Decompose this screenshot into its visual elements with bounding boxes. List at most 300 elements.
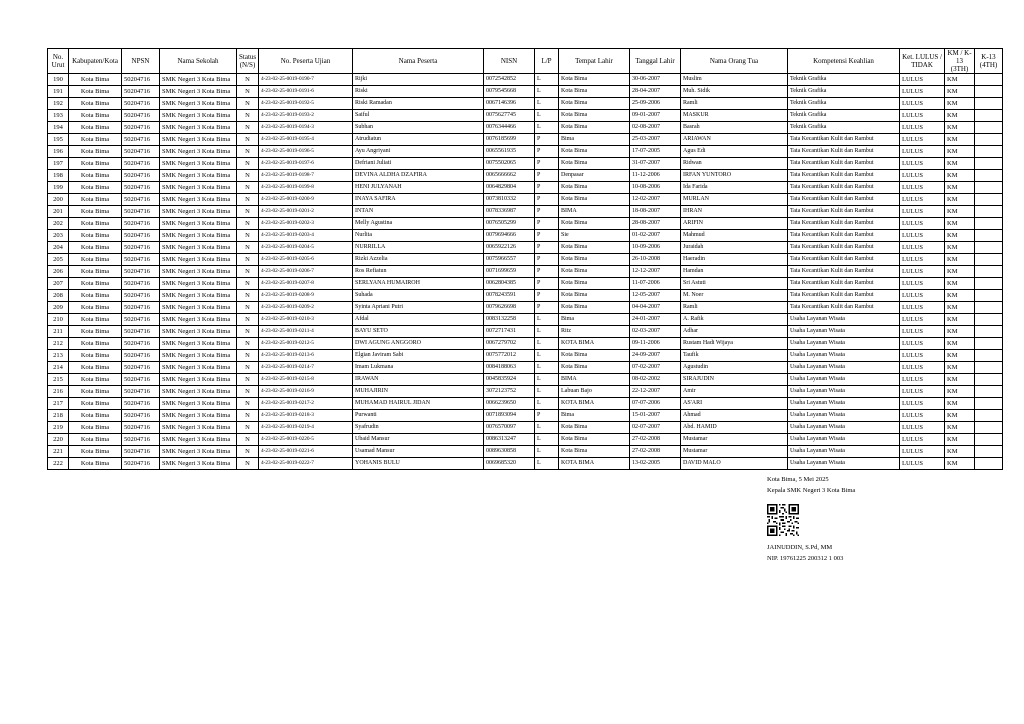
cell-nama-orang-tua: DAVID MALO [681, 458, 788, 470]
cell-nama-sekolah: SMK Negeri 3 Kota Bima [160, 446, 237, 458]
cell-k13-4th [975, 98, 1003, 110]
cell-lp: L [535, 74, 559, 86]
cell-ket-lulus: LULUS [900, 434, 945, 446]
col-header-tempat-lahir: Tempat Lahir [559, 49, 630, 74]
cell-nama-peserta: Rizki Azzelia [353, 254, 484, 266]
cell-no: 216 [48, 386, 69, 398]
cell-npsn: 50204716 [122, 374, 160, 386]
cell-ket-lulus: LULUS [900, 338, 945, 350]
table-row [48, 398, 1003, 410]
cell-lp: P [535, 230, 559, 242]
cell-no-peserta-ujian: 4-23-02-25-0019-0217-2 [259, 398, 353, 410]
cell-nama-peserta: INAYA SAFIRA [353, 194, 484, 206]
cell-tanggal-lahir: 09-01-2007 [630, 110, 681, 122]
table-row [48, 386, 1003, 398]
cell-kabupaten: Kota Bima [69, 182, 122, 194]
cell-km-k13-3th: KM [945, 98, 975, 110]
cell-tanggal-lahir: 07-02-2007 [630, 362, 681, 374]
cell-nama-peserta: Afdal [353, 314, 484, 326]
cell-ket-lulus: LULUS [900, 194, 945, 206]
cell-no-peserta-ujian: 4-23-02-25-0019-0212-5 [259, 338, 353, 350]
cell-nama-peserta: BAYU SETO [353, 326, 484, 338]
cell-tempat-lahir: BIMA [559, 374, 630, 386]
cell-k13-4th [975, 206, 1003, 218]
cell-tempat-lahir: Kota Bima [559, 446, 630, 458]
cell-nisn: 0075966557 [484, 254, 535, 266]
cell-no-peserta-ujian: 4-23-02-25-0019-0222-7 [259, 458, 353, 470]
cell-nisn: 0065666662 [484, 170, 535, 182]
cell-lp: L [535, 446, 559, 458]
cell-npsn: 50204716 [122, 326, 160, 338]
cell-nama-sekolah: SMK Negeri 3 Kota Bima [160, 170, 237, 182]
table-row [48, 374, 1003, 386]
cell-status: N [237, 278, 259, 290]
cell-km-k13-3th: KM [945, 350, 975, 362]
cell-kabupaten: Kota Bima [69, 458, 122, 470]
graduation-table [47, 48, 1003, 470]
graduation-table-container [47, 48, 1003, 470]
cell-tanggal-lahir: 04-04-2007 [630, 302, 681, 314]
cell-nama-sekolah: SMK Negeri 3 Kota Bima [160, 410, 237, 422]
cell-kabupaten: Kota Bima [69, 362, 122, 374]
cell-status: N [237, 398, 259, 410]
cell-npsn: 50204716 [122, 158, 160, 170]
cell-tanggal-lahir: 24-01-2007 [630, 314, 681, 326]
cell-no-peserta-ujian: 4-23-02-25-0019-0193-2 [259, 110, 353, 122]
cell-km-k13-3th: KM [945, 458, 975, 470]
cell-status: N [237, 314, 259, 326]
cell-tanggal-lahir: 08-02-2002 [630, 374, 681, 386]
cell-kabupaten: Kota Bima [69, 302, 122, 314]
cell-tanggal-lahir: 02-03-2007 [630, 326, 681, 338]
cell-no: 222 [48, 458, 69, 470]
cell-npsn: 50204716 [122, 194, 160, 206]
cell-tanggal-lahir: 13-02-2005 [630, 458, 681, 470]
cell-kabupaten: Kota Bima [69, 434, 122, 446]
cell-no-peserta-ujian: 4-23-02-25-0019-0207-8 [259, 278, 353, 290]
cell-nama-orang-tua: Haeradin [681, 254, 788, 266]
cell-lp: P [535, 290, 559, 302]
cell-kompetensi-keahlian: Tata Kecantikan Kulit dan Rambut [788, 218, 900, 230]
cell-lp: P [535, 170, 559, 182]
cell-nama-orang-tua: Adhar [681, 326, 788, 338]
cell-nama-sekolah: SMK Negeri 3 Kota Bima [160, 374, 237, 386]
cell-nama-orang-tua: AS'ARI [681, 398, 788, 410]
cell-km-k13-3th: KM [945, 122, 975, 134]
cell-lp: L [535, 422, 559, 434]
cell-k13-4th [975, 458, 1003, 470]
cell-kabupaten: Kota Bima [69, 158, 122, 170]
signature-position: Kepala SMK Negeri 3 Kota Bima [767, 487, 856, 494]
cell-no: 190 [48, 74, 69, 86]
cell-npsn: 50204716 [122, 230, 160, 242]
cell-kompetensi-keahlian: Tata Kecantikan Kulit dan Rambut [788, 266, 900, 278]
cell-lp: L [535, 122, 559, 134]
cell-kompetensi-keahlian: Teknik Grafika [788, 110, 900, 122]
cell-tempat-lahir: KOTA BIMA [559, 458, 630, 470]
cell-no: 200 [48, 194, 69, 206]
cell-nama-orang-tua: M. Noer [681, 290, 788, 302]
cell-npsn: 50204716 [122, 74, 160, 86]
cell-nisn: 0067279702 [484, 338, 535, 350]
cell-tempat-lahir: Kota Bima [559, 242, 630, 254]
table-row [48, 326, 1003, 338]
cell-kabupaten: Kota Bima [69, 86, 122, 98]
cell-ket-lulus: LULUS [900, 182, 945, 194]
cell-k13-4th [975, 302, 1003, 314]
cell-lp: P [535, 218, 559, 230]
qr-code-icon [767, 504, 799, 536]
cell-status: N [237, 242, 259, 254]
cell-kabupaten: Kota Bima [69, 98, 122, 110]
cell-nama-peserta: Subhan [353, 122, 484, 134]
cell-nama-sekolah: SMK Negeri 3 Kota Bima [160, 254, 237, 266]
cell-k13-4th [975, 410, 1003, 422]
cell-k13-4th [975, 242, 1003, 254]
cell-no: 192 [48, 98, 69, 110]
cell-tanggal-lahir: 31-07-2007 [630, 158, 681, 170]
cell-no-peserta-ujian: 4-23-02-25-0019-0200-9 [259, 194, 353, 206]
cell-tanggal-lahir: 10-09-2006 [630, 242, 681, 254]
cell-tempat-lahir: Kota Bima [559, 254, 630, 266]
cell-kompetensi-keahlian: Teknik Grafika [788, 98, 900, 110]
cell-npsn: 50204716 [122, 350, 160, 362]
cell-nama-peserta: Syinta Apriani Putri [353, 302, 484, 314]
cell-km-k13-3th: KM [945, 86, 975, 98]
cell-npsn: 50204716 [122, 266, 160, 278]
table-row [48, 278, 1003, 290]
cell-kompetensi-keahlian: Usaha Layanan Wisata [788, 386, 900, 398]
cell-status: N [237, 422, 259, 434]
cell-k13-4th [975, 350, 1003, 362]
cell-kompetensi-keahlian: Tata Kecantikan Kulit dan Rambut [788, 302, 900, 314]
cell-nama-orang-tua: ARIAWAN [681, 134, 788, 146]
table-row [48, 266, 1003, 278]
cell-status: N [237, 194, 259, 206]
cell-tanggal-lahir: 22-12-2007 [630, 386, 681, 398]
cell-status: N [237, 350, 259, 362]
cell-no: 209 [48, 302, 69, 314]
cell-ket-lulus: LULUS [900, 458, 945, 470]
cell-no: 210 [48, 314, 69, 326]
cell-kompetensi-keahlian: Teknik Grafika [788, 86, 900, 98]
cell-km-k13-3th: KM [945, 170, 975, 182]
cell-nama-orang-tua: Muh. Sidik [681, 86, 788, 98]
cell-no: 191 [48, 86, 69, 98]
cell-nama-peserta: Nurlita [353, 230, 484, 242]
cell-nisn: 0079545668 [484, 86, 535, 98]
cell-no-peserta-ujian: 4-23-02-25-0019-0206-7 [259, 266, 353, 278]
cell-nama-orang-tua: Rustam Hadi Wijaya [681, 338, 788, 350]
cell-lp: L [535, 374, 559, 386]
cell-status: N [237, 374, 259, 386]
cell-km-k13-3th: KM [945, 326, 975, 338]
cell-lp: L [535, 398, 559, 410]
cell-nama-sekolah: SMK Negeri 3 Kota Bima [160, 398, 237, 410]
table-row [48, 122, 1003, 134]
cell-ket-lulus: LULUS [900, 350, 945, 362]
cell-tanggal-lahir: 24-09-2007 [630, 350, 681, 362]
cell-status: N [237, 326, 259, 338]
cell-nama-sekolah: SMK Negeri 3 Kota Bima [160, 206, 237, 218]
cell-nisn: 0066239650 [484, 398, 535, 410]
cell-nama-peserta: Imam Lukmana [353, 362, 484, 374]
signature-place-date: Kota Bima, 5 Mei 2025 [767, 476, 829, 483]
cell-nama-orang-tua: Sri Astuti [681, 278, 788, 290]
cell-lp: P [535, 266, 559, 278]
cell-kabupaten: Kota Bima [69, 170, 122, 182]
cell-status: N [237, 290, 259, 302]
cell-tempat-lahir: KOTA BIMA [559, 398, 630, 410]
cell-ket-lulus: LULUS [900, 386, 945, 398]
cell-kabupaten: Kota Bima [69, 290, 122, 302]
table-row [48, 146, 1003, 158]
cell-nama-orang-tua: MURLAN [681, 194, 788, 206]
table-row [48, 230, 1003, 242]
cell-nama-peserta: Suhada [353, 290, 484, 302]
cell-ket-lulus: LULUS [900, 110, 945, 122]
cell-nama-orang-tua: A. Rafik [681, 314, 788, 326]
cell-km-k13-3th: KM [945, 410, 975, 422]
cell-kabupaten: Kota Bima [69, 74, 122, 86]
cell-npsn: 50204716 [122, 302, 160, 314]
table-row [48, 302, 1003, 314]
cell-tempat-lahir: Bima [559, 410, 630, 422]
cell-kabupaten: Kota Bima [69, 218, 122, 230]
cell-k13-4th [975, 74, 1003, 86]
cell-lp: P [535, 278, 559, 290]
table-row [48, 410, 1003, 422]
cell-no-peserta-ujian: 4-23-02-25-0019-0211-4 [259, 326, 353, 338]
cell-kompetensi-keahlian: Tata Kecantikan Kulit dan Rambut [788, 134, 900, 146]
table-row [48, 98, 1003, 110]
cell-nisn: 0072542852 [484, 74, 535, 86]
cell-ket-lulus: LULUS [900, 158, 945, 170]
cell-km-k13-3th: KM [945, 398, 975, 410]
cell-k13-4th [975, 278, 1003, 290]
cell-nama-sekolah: SMK Negeri 3 Kota Bima [160, 194, 237, 206]
cell-no-peserta-ujian: 4-23-02-25-0019-0191-6 [259, 86, 353, 98]
cell-lp: P [535, 206, 559, 218]
cell-kompetensi-keahlian: Tata Kecantikan Kulit dan Rambut [788, 254, 900, 266]
cell-tempat-lahir: Ritz [559, 326, 630, 338]
cell-km-k13-3th: KM [945, 386, 975, 398]
cell-ket-lulus: LULUS [900, 302, 945, 314]
cell-tempat-lahir: Kota Bima [559, 86, 630, 98]
cell-tanggal-lahir: 12-12-2007 [630, 266, 681, 278]
cell-no-peserta-ujian: 4-23-02-25-0019-0216-9 [259, 386, 353, 398]
cell-kabupaten: Kota Bima [69, 326, 122, 338]
table-row [48, 422, 1003, 434]
col-header-nama-orang-tua: Nama Orang Tua [681, 49, 788, 74]
cell-kabupaten: Kota Bima [69, 134, 122, 146]
cell-nama-sekolah: SMK Negeri 3 Kota Bima [160, 314, 237, 326]
cell-status: N [237, 146, 259, 158]
cell-nama-peserta: SERLYANA HUMAIROH [353, 278, 484, 290]
cell-kabupaten: Kota Bima [69, 350, 122, 362]
cell-ket-lulus: LULUS [900, 242, 945, 254]
signature-nip: NIP. 19761225 200312 1 003 [767, 555, 844, 562]
cell-ket-lulus: LULUS [900, 74, 945, 86]
cell-tempat-lahir: Denpasar [559, 170, 630, 182]
table-row [48, 314, 1003, 326]
cell-status: N [237, 74, 259, 86]
cell-no-peserta-ujian: 4-23-02-25-0019-0215-8 [259, 374, 353, 386]
cell-status: N [237, 98, 259, 110]
cell-kompetensi-keahlian: Tata Kecantikan Kulit dan Rambut [788, 278, 900, 290]
cell-tempat-lahir: Kota Bima [559, 158, 630, 170]
cell-ket-lulus: LULUS [900, 134, 945, 146]
cell-km-k13-3th: KM [945, 134, 975, 146]
cell-nama-peserta: Melly Agustina [353, 218, 484, 230]
cell-lp: P [535, 146, 559, 158]
table-header-row [48, 49, 1003, 74]
cell-nama-sekolah: SMK Negeri 3 Kota Bima [160, 86, 237, 98]
cell-no: 218 [48, 410, 69, 422]
col-header-npsn: NPSN [122, 49, 160, 74]
cell-no-peserta-ujian: 4-23-02-25-0019-0192-5 [259, 98, 353, 110]
cell-k13-4th [975, 422, 1003, 434]
cell-nama-peserta: Elgian Javiram Sabi [353, 350, 484, 362]
cell-nama-sekolah: SMK Negeri 3 Kota Bima [160, 290, 237, 302]
cell-nama-peserta: Syafrudin [353, 422, 484, 434]
table-row [48, 206, 1003, 218]
cell-nama-sekolah: SMK Negeri 3 Kota Bima [160, 134, 237, 146]
cell-kabupaten: Kota Bima [69, 314, 122, 326]
cell-kabupaten: Kota Bima [69, 110, 122, 122]
cell-no: 213 [48, 350, 69, 362]
cell-no: 208 [48, 290, 69, 302]
signature-name: JAINUDDIN, S.Pd, MM [767, 544, 833, 551]
cell-npsn: 50204716 [122, 206, 160, 218]
cell-nama-orang-tua: Mustamar [681, 434, 788, 446]
cell-status: N [237, 458, 259, 470]
cell-km-k13-3th: KM [945, 302, 975, 314]
cell-npsn: 50204716 [122, 278, 160, 290]
cell-km-k13-3th: KM [945, 446, 975, 458]
cell-status: N [237, 206, 259, 218]
col-header-tanggal-lahir: Tanggal Lahir [630, 49, 681, 74]
table-row [48, 170, 1003, 182]
cell-nisn: 0083132258 [484, 314, 535, 326]
cell-tempat-lahir: Bima [559, 134, 630, 146]
cell-no-peserta-ujian: 4-23-02-25-0019-0209-2 [259, 302, 353, 314]
cell-nisn: 0076505299 [484, 218, 535, 230]
cell-tempat-lahir: Kota Bima [559, 278, 630, 290]
cell-npsn: 50204716 [122, 134, 160, 146]
cell-tempat-lahir: Sie [559, 230, 630, 242]
cell-tanggal-lahir: 25-09-2006 [630, 98, 681, 110]
cell-status: N [237, 110, 259, 122]
cell-kompetensi-keahlian: Tata Kecantikan Kulit dan Rambut [788, 290, 900, 302]
cell-nama-sekolah: SMK Negeri 3 Kota Bima [160, 386, 237, 398]
cell-k13-4th [975, 362, 1003, 374]
cell-no: 204 [48, 242, 69, 254]
cell-nama-peserta: DWI AGUNG ANGGORO [353, 338, 484, 350]
cell-nama-orang-tua: Ramli [681, 98, 788, 110]
cell-lp: L [535, 362, 559, 374]
cell-tempat-lahir: Kota Bima [559, 122, 630, 134]
cell-nisn: 0071893094 [484, 410, 535, 422]
cell-no: 194 [48, 122, 69, 134]
cell-npsn: 50204716 [122, 254, 160, 266]
cell-nisn: 0075772012 [484, 350, 535, 362]
cell-ket-lulus: LULUS [900, 170, 945, 182]
cell-no: 199 [48, 182, 69, 194]
table-row [48, 134, 1003, 146]
cell-no: 217 [48, 398, 69, 410]
cell-no: 195 [48, 134, 69, 146]
cell-k13-4th [975, 374, 1003, 386]
cell-nama-orang-tua: Ridwan [681, 158, 788, 170]
cell-k13-4th [975, 230, 1003, 242]
cell-km-k13-3th: KM [945, 362, 975, 374]
cell-nisn: 0076185699 [484, 134, 535, 146]
cell-nama-peserta: IRAWAN [353, 374, 484, 386]
cell-nama-orang-tua: Muslim [681, 74, 788, 86]
cell-ket-lulus: LULUS [900, 374, 945, 386]
cell-npsn: 50204716 [122, 146, 160, 158]
cell-lp: P [535, 302, 559, 314]
cell-nisn: 0078243591 [484, 290, 535, 302]
cell-k13-4th [975, 182, 1003, 194]
cell-status: N [237, 230, 259, 242]
cell-kompetensi-keahlian: Usaha Layanan Wisata [788, 338, 900, 350]
cell-k13-4th [975, 314, 1003, 326]
col-header-nama-peserta: Nama Peserta [353, 49, 484, 74]
cell-lp: L [535, 86, 559, 98]
cell-tanggal-lahir: 11-07-2006 [630, 278, 681, 290]
cell-k13-4th [975, 338, 1003, 350]
cell-kompetensi-keahlian: Usaha Layanan Wisata [788, 314, 900, 326]
cell-nisn: 0045835924 [484, 374, 535, 386]
cell-nama-peserta: Riski Ramadan [353, 98, 484, 110]
cell-km-k13-3th: KM [945, 230, 975, 242]
cell-kabupaten: Kota Bima [69, 422, 122, 434]
cell-nama-sekolah: SMK Negeri 3 Kota Bima [160, 302, 237, 314]
cell-tempat-lahir: Kota Bima [559, 302, 630, 314]
cell-k13-4th [975, 266, 1003, 278]
cell-k13-4th [975, 434, 1003, 446]
cell-nama-sekolah: SMK Negeri 3 Kota Bima [160, 266, 237, 278]
cell-tanggal-lahir: 26-10-2008 [630, 254, 681, 266]
cell-status: N [237, 158, 259, 170]
cell-nama-orang-tua: ARIFIN [681, 218, 788, 230]
cell-tempat-lahir: Kota Bima [559, 434, 630, 446]
cell-k13-4th [975, 110, 1003, 122]
cell-tanggal-lahir: 07-07-2006 [630, 398, 681, 410]
cell-no-peserta-ujian: 4-23-02-25-0019-0204-5 [259, 242, 353, 254]
cell-km-k13-3th: KM [945, 338, 975, 350]
cell-status: N [237, 266, 259, 278]
cell-no: 196 [48, 146, 69, 158]
cell-lp: L [535, 386, 559, 398]
cell-km-k13-3th: KM [945, 146, 975, 158]
cell-lp: P [535, 242, 559, 254]
table-row [48, 338, 1003, 350]
col-header-kompetensi-keahlian: Kompetensi Keahlian [788, 49, 900, 74]
cell-nama-peserta: Ros Refiatun [353, 266, 484, 278]
cell-nama-orang-tua: IHRAN [681, 206, 788, 218]
cell-tanggal-lahir: 12-02-2007 [630, 194, 681, 206]
cell-nama-sekolah: SMK Negeri 3 Kota Bima [160, 218, 237, 230]
cell-tanggal-lahir: 15-01-2007 [630, 410, 681, 422]
cell-tanggal-lahir: 30-06-2007 [630, 74, 681, 86]
cell-no: 202 [48, 218, 69, 230]
cell-nisn: 0071699659 [484, 266, 535, 278]
cell-lp: L [535, 98, 559, 110]
cell-nama-orang-tua: Ramli [681, 302, 788, 314]
